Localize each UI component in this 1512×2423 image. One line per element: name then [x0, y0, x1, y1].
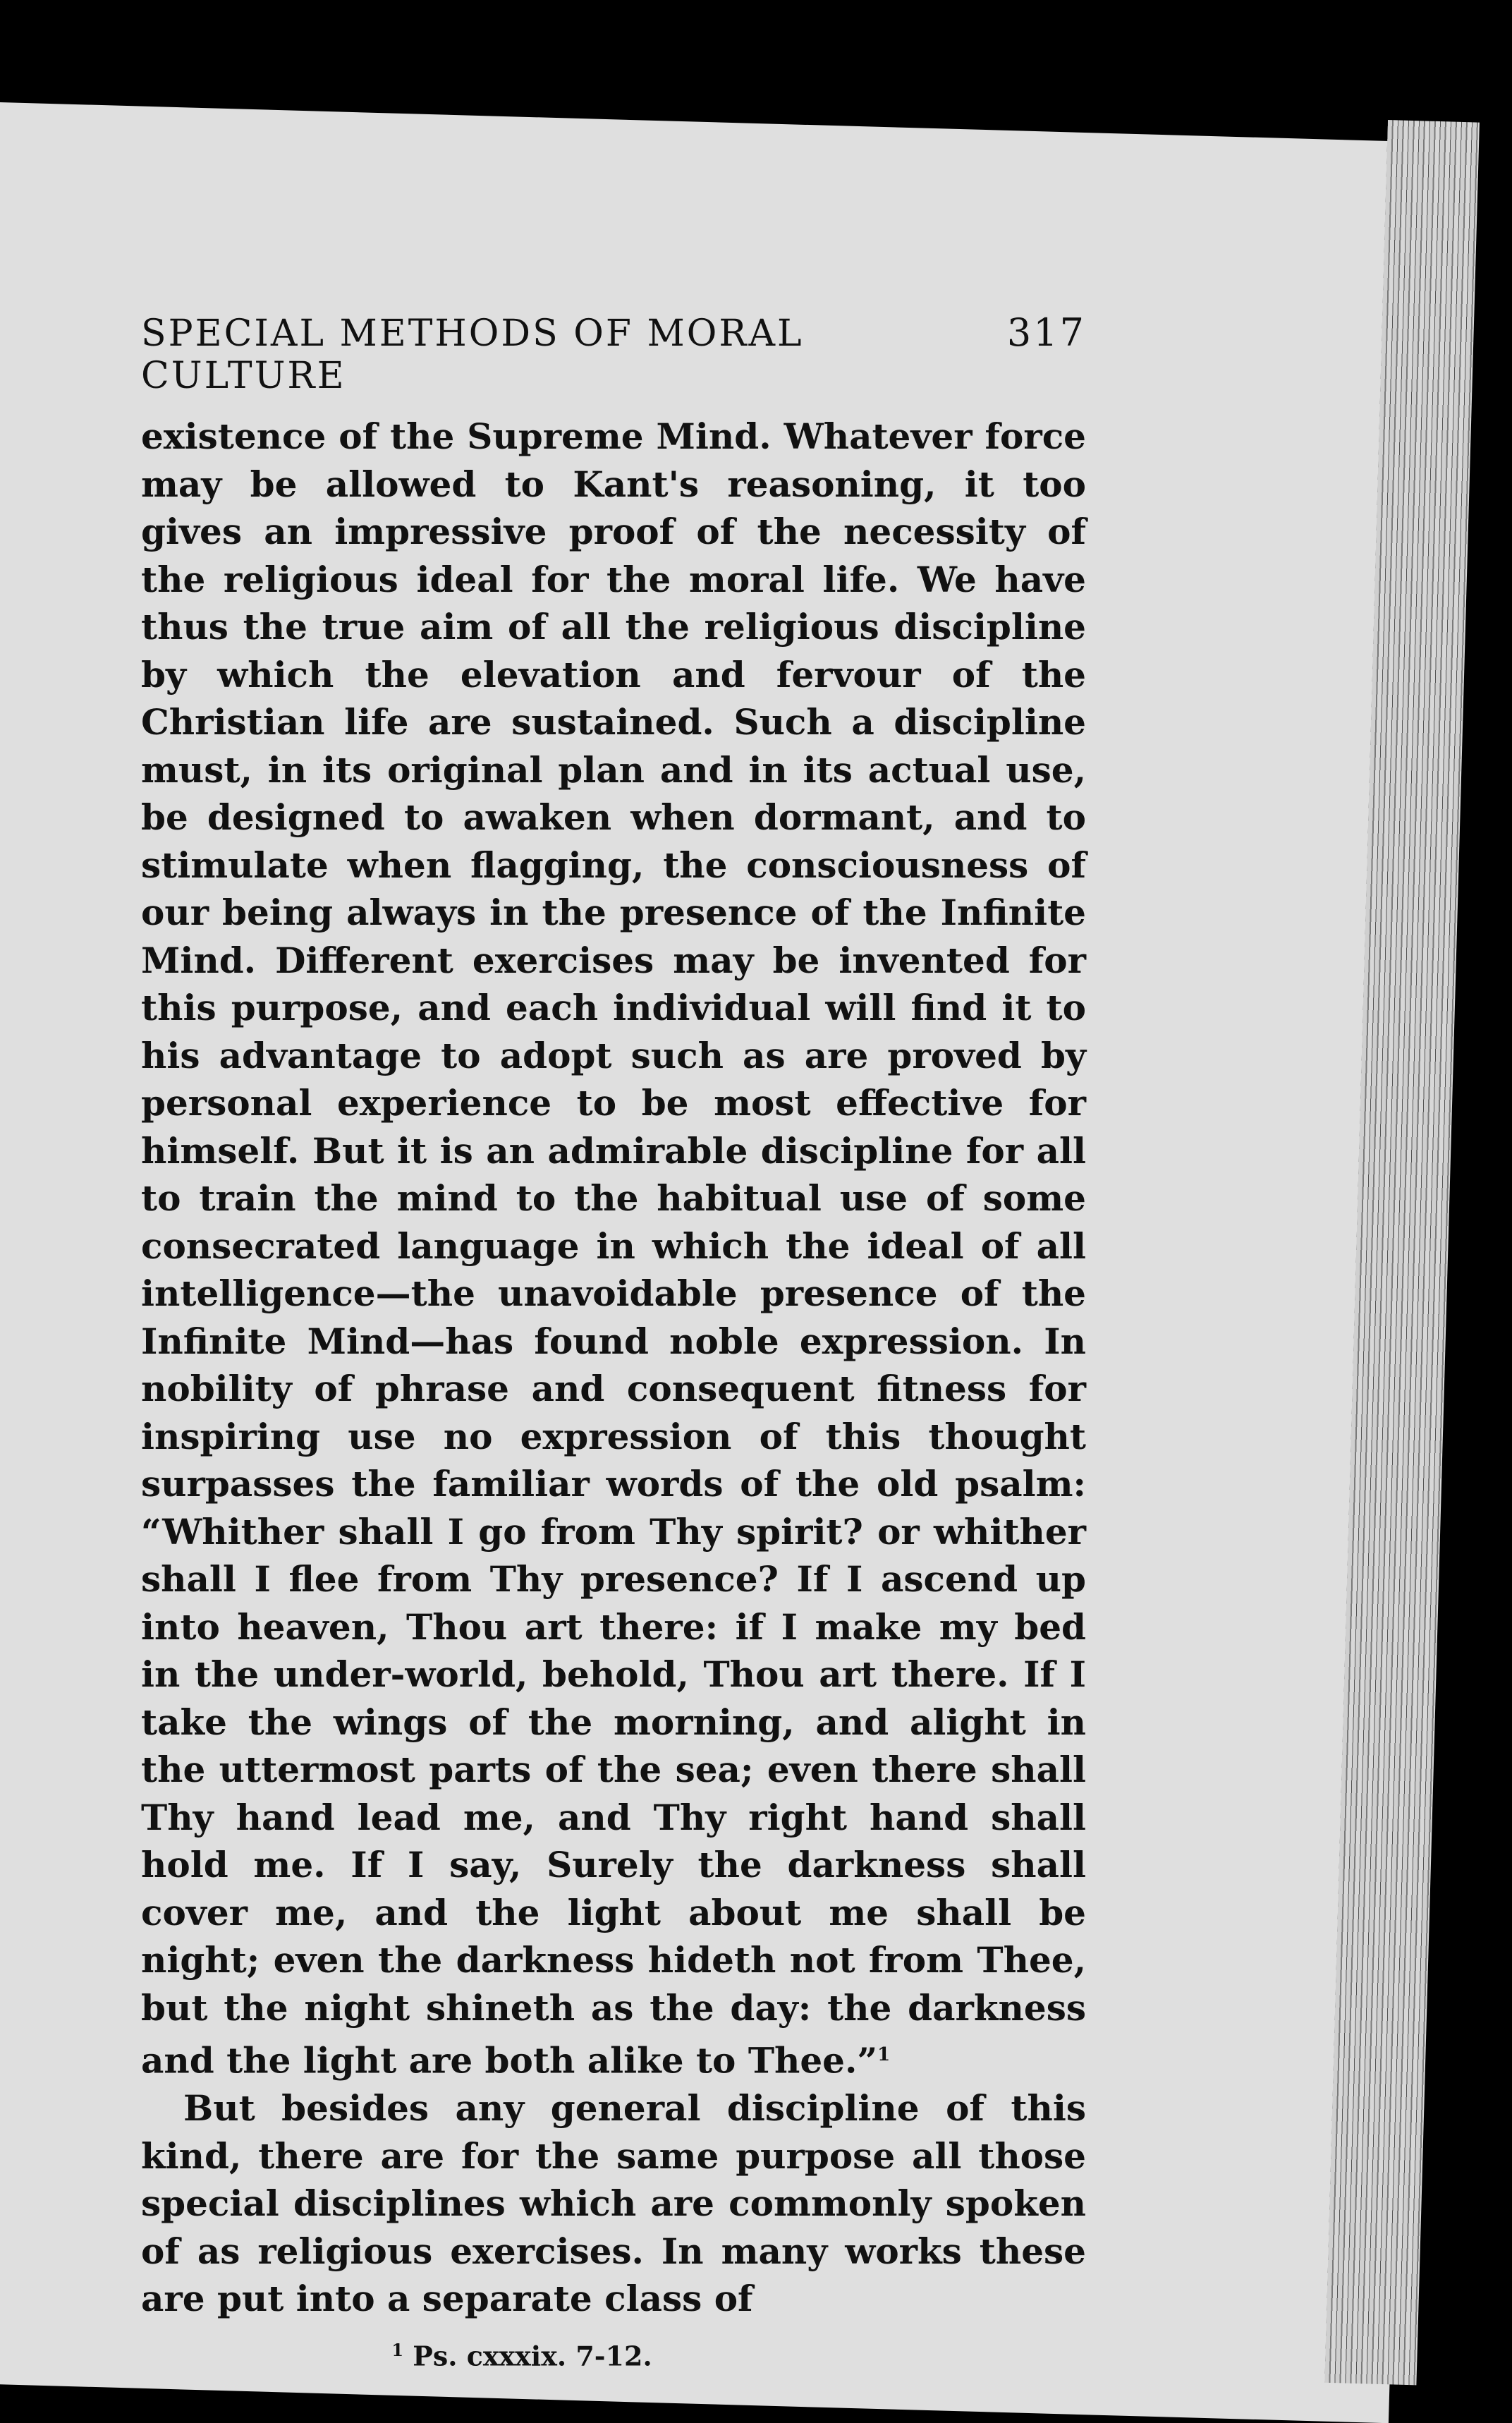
running-head-title: SPECIAL METHODS OF MORAL CULTURE: [141, 312, 804, 397]
paragraph: [141, 2084, 1086, 2323]
page-number: 317: [1006, 310, 1086, 355]
footnote-marker: 1: [391, 2339, 404, 2360]
footnote-text: Ps. cxxxix. 7-12.: [413, 2340, 652, 2372]
page-content: [141, 310, 1086, 2372]
running-head: [141, 310, 1086, 397]
paragraph-text: existence of the Supreme Mind. Whatever force may be allowed to Kant's reasoning, it too gives an impressive proof of the necessity of the religious ideal for the moral life. We have thus the true aim of all the religious discipline by which the elevation and fervour of the Christian life are sustained. Such a discipline must, in its original plan and in its actual use, be designed to awaken when dormant, and to stimulate when flagging, the consciousness of our being always in the presence of the Infinite Mind. Different exercises may be invented for this purpose, and each individual will find it to his advantage to adopt such as are proved by personal experience to be most effective for himself. But it is an admirable discipline for all to train the mind to the habitual use of some consecrated language in which the ideal of all intelligence—the unavoidable presence of the Infinite Mind—has found noble expression. In nobility of phrase and consequent fitness for inspiring use no expression of this thought surpasses the familiar words of the old psalm: “Whither shall I go from Thy spirit? or whither shall I flee from Thy presence? If I ascend up into heaven, Thou art there: if I make my bed in the under-world, behold, Thou art there. If I take the wings of the morning, and alight in the uttermost parts of the sea; even there shall Thy hand lead me, and Thy right hand shall hold me. If I say, Surely the darkness shall cover me, and the light about me shall be night; even the darkness hideth not from Thee, but the night shineth as the day: the darkness and the light are both alike to Thee.”: [141, 415, 1086, 2082]
paragraph-text: But besides any general discipline of this kind, there are for the same purpose all those special disciplines which are commonly spoken of as religious exercises. In many works these are put into a separate class of: [141, 2087, 1086, 2320]
footnote-reference: 1: [877, 2044, 891, 2065]
footnote: [141, 2340, 1086, 2372]
body-text: [141, 413, 1086, 2323]
paragraph: [141, 413, 1086, 2084]
